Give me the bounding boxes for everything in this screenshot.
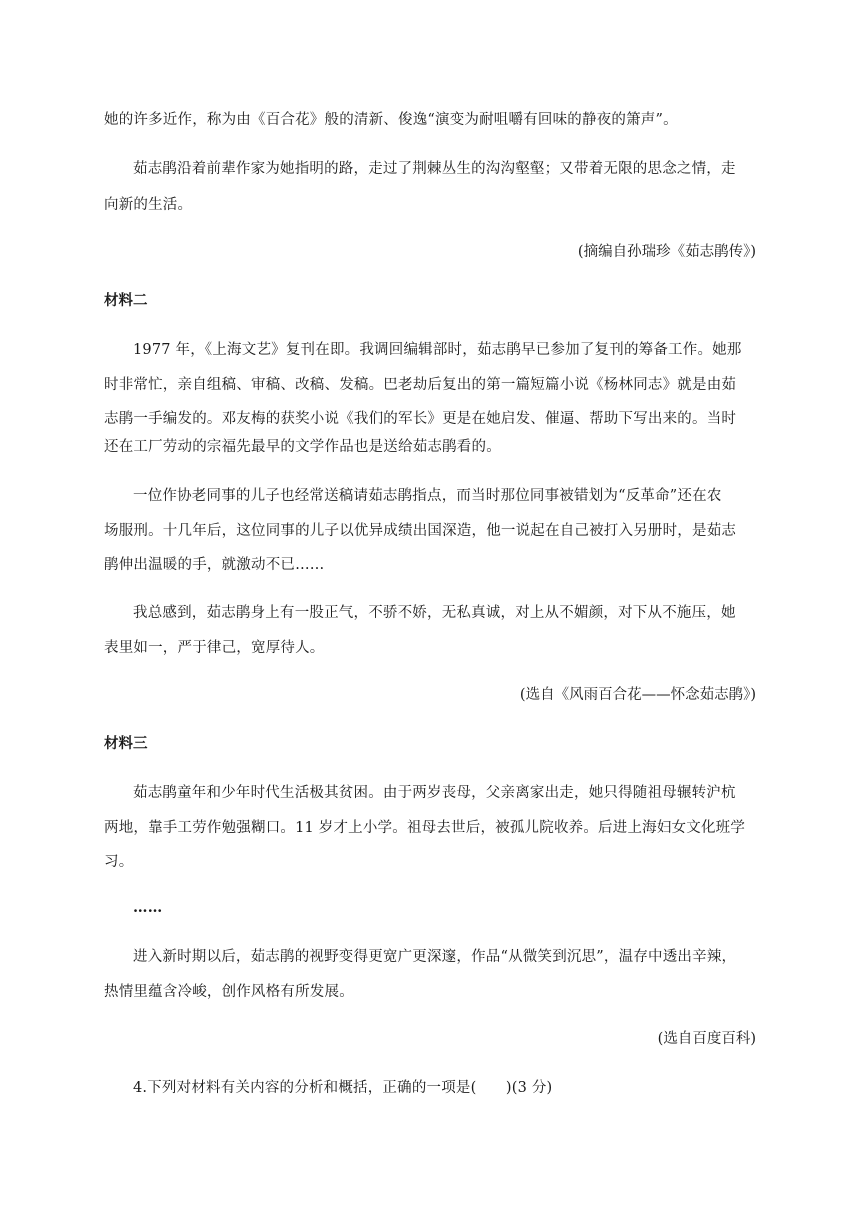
paragraph-line: 进入新时期以后，茹志鹃的视野变得更宽广更深邃，作品“从微笑到沉思”，温存中透出辛辣， <box>133 949 737 965</box>
paragraph-line: 鹃伸出温暖的手，就激动不已…… <box>104 557 325 573</box>
paragraph-line: 向新的生活。 <box>104 197 193 213</box>
paragraph-line: 茹志鹃童年和少年时代生活极其贫困。由于两岁丧母，父亲离家出走，她只得随祖母辗转沪杭 <box>133 785 736 801</box>
source-citation: (选自《风雨百合花——怀念茹志鹃》) <box>519 687 756 703</box>
paragraph-line: 时非常忙，亲自组稿、审稿、改稿、发稿。巴老劫后复出的第一篇短篇小说《杨林同志》就是由茹 <box>104 377 737 393</box>
paragraph-line: 她的许多近作，称为由《百合花》般的清新、俊逸“演变为耐咀嚼有回味的静夜的箫声”。 <box>104 112 678 128</box>
paragraph-line: 还在工厂劳动的宗福先最早的文学作品也是送给茹志鹃看的。 <box>104 439 501 455</box>
paragraph-line: 我总感到，茹志鹃身上有一股正气，不骄不娇，无私真诚，对上从不媚颜，对下从不施压，她 <box>133 605 736 621</box>
paragraph-line: 茹志鹃沿着前辈作家为她指明的路，走过了荆棘丛生的沟沟壑壑；又带着无限的思念之情，走 <box>133 161 736 177</box>
paragraph-line: 志鹃一手编发的。邓友梅的获奖小说《我们的军长》更是在她启发、催逼、帮助下写出来的。当时 <box>104 411 737 427</box>
question-text: 4.下列对材料有关内容的分析和概括，正确的一项是( )(3 分) <box>133 1080 553 1096</box>
paragraph-line: 场服刑。十几年后，这位同事的儿子以优异成绩出国深造，他一说起在自己被打入另册时，是茹志 <box>104 523 737 539</box>
paragraph-line: 热情里蕴含冷峻，创作风格有所发展。 <box>104 984 354 1000</box>
paragraph-line: 一位作协老同事的儿子也经常送稿请茹志鹃指点，而当时那位同事被错划为“反革命”还在农 <box>133 488 722 504</box>
ellipsis: …… <box>133 899 163 916</box>
section-heading: 材料二 <box>104 292 148 309</box>
paragraph-line: 两地，靠手工劳作勉强糊口。11 岁才上小学。祖母去世后，被孤儿院收养。后进上海妇女文化班学 <box>104 820 746 836</box>
paragraph-line: 1977 年，《上海文艺》复刊在即。我调回编辑部时，茹志鹃早已参加了复刊的筹备工作。她那 <box>133 342 742 358</box>
section-heading: 材料三 <box>104 735 148 752</box>
source-citation: (选自百度百科) <box>657 1031 756 1047</box>
paragraph-line: 表里如一，严于律己，宽厚待人。 <box>104 640 325 656</box>
source-citation: (摘编自孙瑞珍《茹志鹃传》) <box>577 244 756 260</box>
paragraph-line: 习。 <box>104 854 134 870</box>
